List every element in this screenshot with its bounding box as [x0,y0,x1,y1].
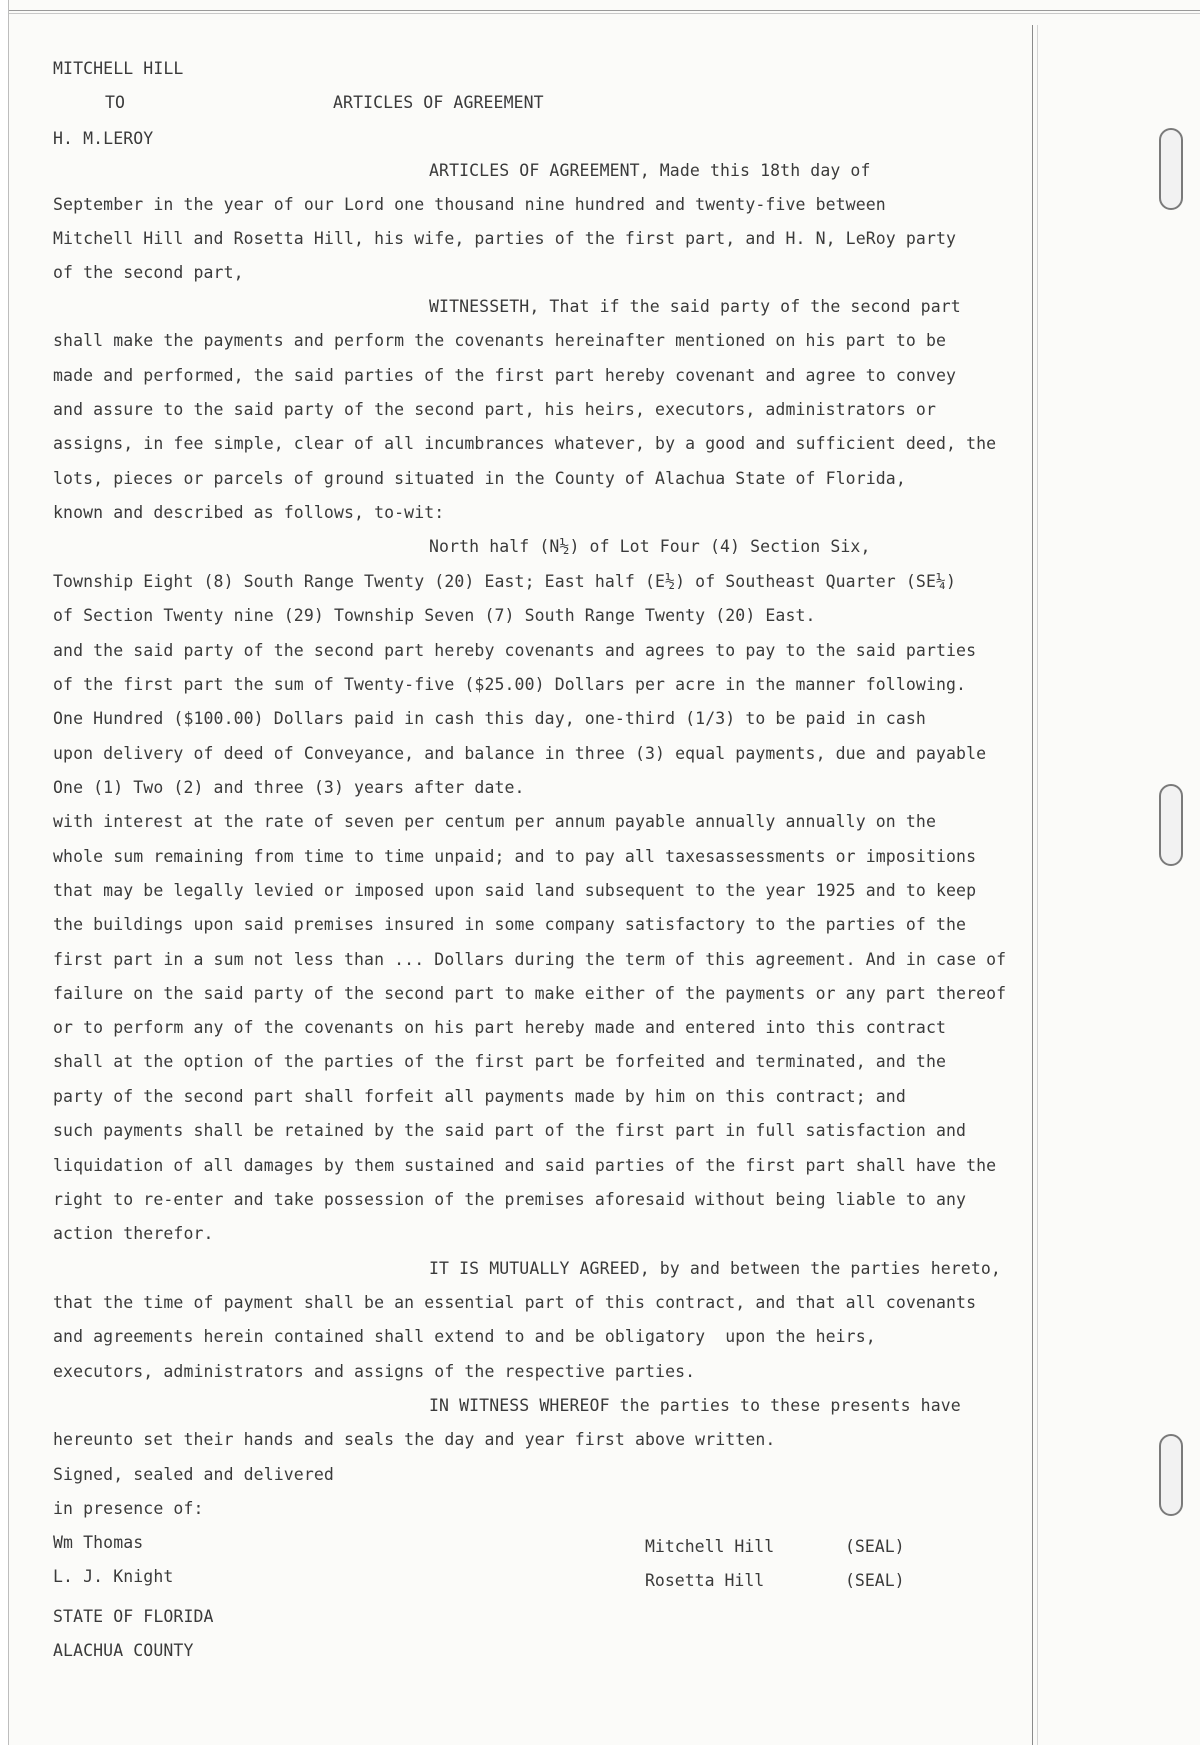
to-heading: TO [105,93,126,112]
body-line: IT IS MUTUALLY AGREED, by and between the parties hereto, [429,1259,1001,1278]
body-line: action therefor. [53,1224,214,1243]
witness-name: Wm Thomas [53,1533,144,1552]
document-page [8,0,1200,1745]
body-line: Township Eight (8) South Range Twenty (20) East; East half (E½) of Southeast Quarter (SE¼) [53,572,957,591]
body-line: right to re-enter and take possession of the premises aforesaid without being liable to any [53,1190,967,1209]
signatory-name: Rosetta Hill [645,1571,765,1590]
body-line: North half (N½) of Lot Four (4) Section Six, [429,537,871,556]
body-line: made and performed, the said parties of the first part hereby covenant and agree to convey [53,366,957,385]
body-line: such payments shall be retained by the said part of the first part in full satisfaction and [53,1121,967,1140]
body-line: One (1) Two (2) and three (3) years after date. [53,778,525,797]
body-line: ARTICLES OF AGREEMENT, Made this 18th day of [429,161,871,180]
body-line: of the first part the sum of Twenty-five ($25.00) Dollars per acre in the manner following. [53,675,967,694]
body-line: of the second part, [53,263,244,282]
body-line: and agreements herein contained shall extend to and be obligatory upon the heirs, [53,1327,876,1346]
body-line: One Hundred ($100.00) Dollars paid in cash this day, one-third (1/3) to be paid in cash [53,709,926,728]
body-line: whole sum remaining from time to time unpaid; and to pay all taxesassessments or impositions [53,847,977,866]
body-line: hereunto set their hands and seals the day and year first above written. [53,1430,776,1449]
party-first-heading: MITCHELL HILL [53,59,184,78]
body-line: Mitchell Hill and Rosetta Hill, his wife, parties of the first part, and H. N, LeRoy party [53,229,957,248]
body-line: and the said party of the second part hereby covenants and agrees to pay to the said parties [53,641,977,660]
body-line: in presence of: [53,1499,204,1518]
body-line: liquidation of all damages by them sustained and said parties of the first part shall have the [53,1156,997,1175]
body-line: of Section Twenty nine (29) Township Seven (7) South Range Twenty (20) East. [53,606,816,625]
witness-name: L. J. Knight [53,1567,174,1586]
body-line: shall at the option of the parties of the first part be forfeited and terminated, and the [53,1052,947,1071]
signatory-name: Mitchell Hill [645,1537,775,1556]
body-line: known and described as follows, to-wit: [53,503,445,522]
body-line: the buildings upon said premises insured in some company satisfactory to the parties of the [53,915,967,934]
state-heading: STATE OF FLORIDA [53,1607,214,1626]
body-line: September in the year of our Lord one thousand nine hundred and twenty-five between [53,195,886,214]
agreement-text [9,0,1199,1745]
body-line: and assure to the said party of the second part, his heirs, executors, administrators or [53,400,936,419]
body-line: failure on the said party of the second part to make either of the payments or any part thereof [53,984,1007,1003]
body-line: with interest at the rate of seven per centum per annum payable annually annually on the [53,812,936,831]
document-title: ARTICLES OF AGREEMENT [333,93,544,112]
body-line: first part in a sum not less than ... Dollars during the term of this agreement. And in case of [53,950,1007,969]
seal-label: (SEAL) [845,1537,905,1556]
body-line: shall make the payments and perform the covenants hereinafter mentioned on his part to be [53,331,947,350]
body-line: lots, pieces or parcels of ground situated in the County of Alachua State of Florida, [53,469,906,488]
body-line: Signed, sealed and delivered [53,1465,334,1484]
body-line: that the time of payment shall be an essential part of this contract, and that all covenants [53,1293,977,1312]
body-line: or to perform any of the covenants on his part hereby made and entered into this contract [53,1018,947,1037]
body-line: assigns, in fee simple, clear of all incumbrances whatever, by a good and sufficient deed, the [53,434,997,453]
body-line: party of the second part shall forfeit all payments made by him on this contract; and [53,1087,906,1106]
party-second-heading: H. M.LEROY [53,129,154,148]
seal-label: (SEAL) [845,1571,905,1590]
county-heading: ALACHUA COUNTY [53,1641,194,1660]
body-line: IN WITNESS WHEREOF the parties to these presents have [429,1396,961,1415]
body-line: upon delivery of deed of Conveyance, and balance in three (3) equal payments, due and payable [53,744,987,763]
body-line: WITNESSETH, That if the said party of the second part [429,297,961,316]
body-line: that may be legally levied or imposed upon said land subsequent to the year 1925 and to keep [53,881,977,900]
body-line: executors, administrators and assigns of the respective parties. [53,1362,696,1381]
